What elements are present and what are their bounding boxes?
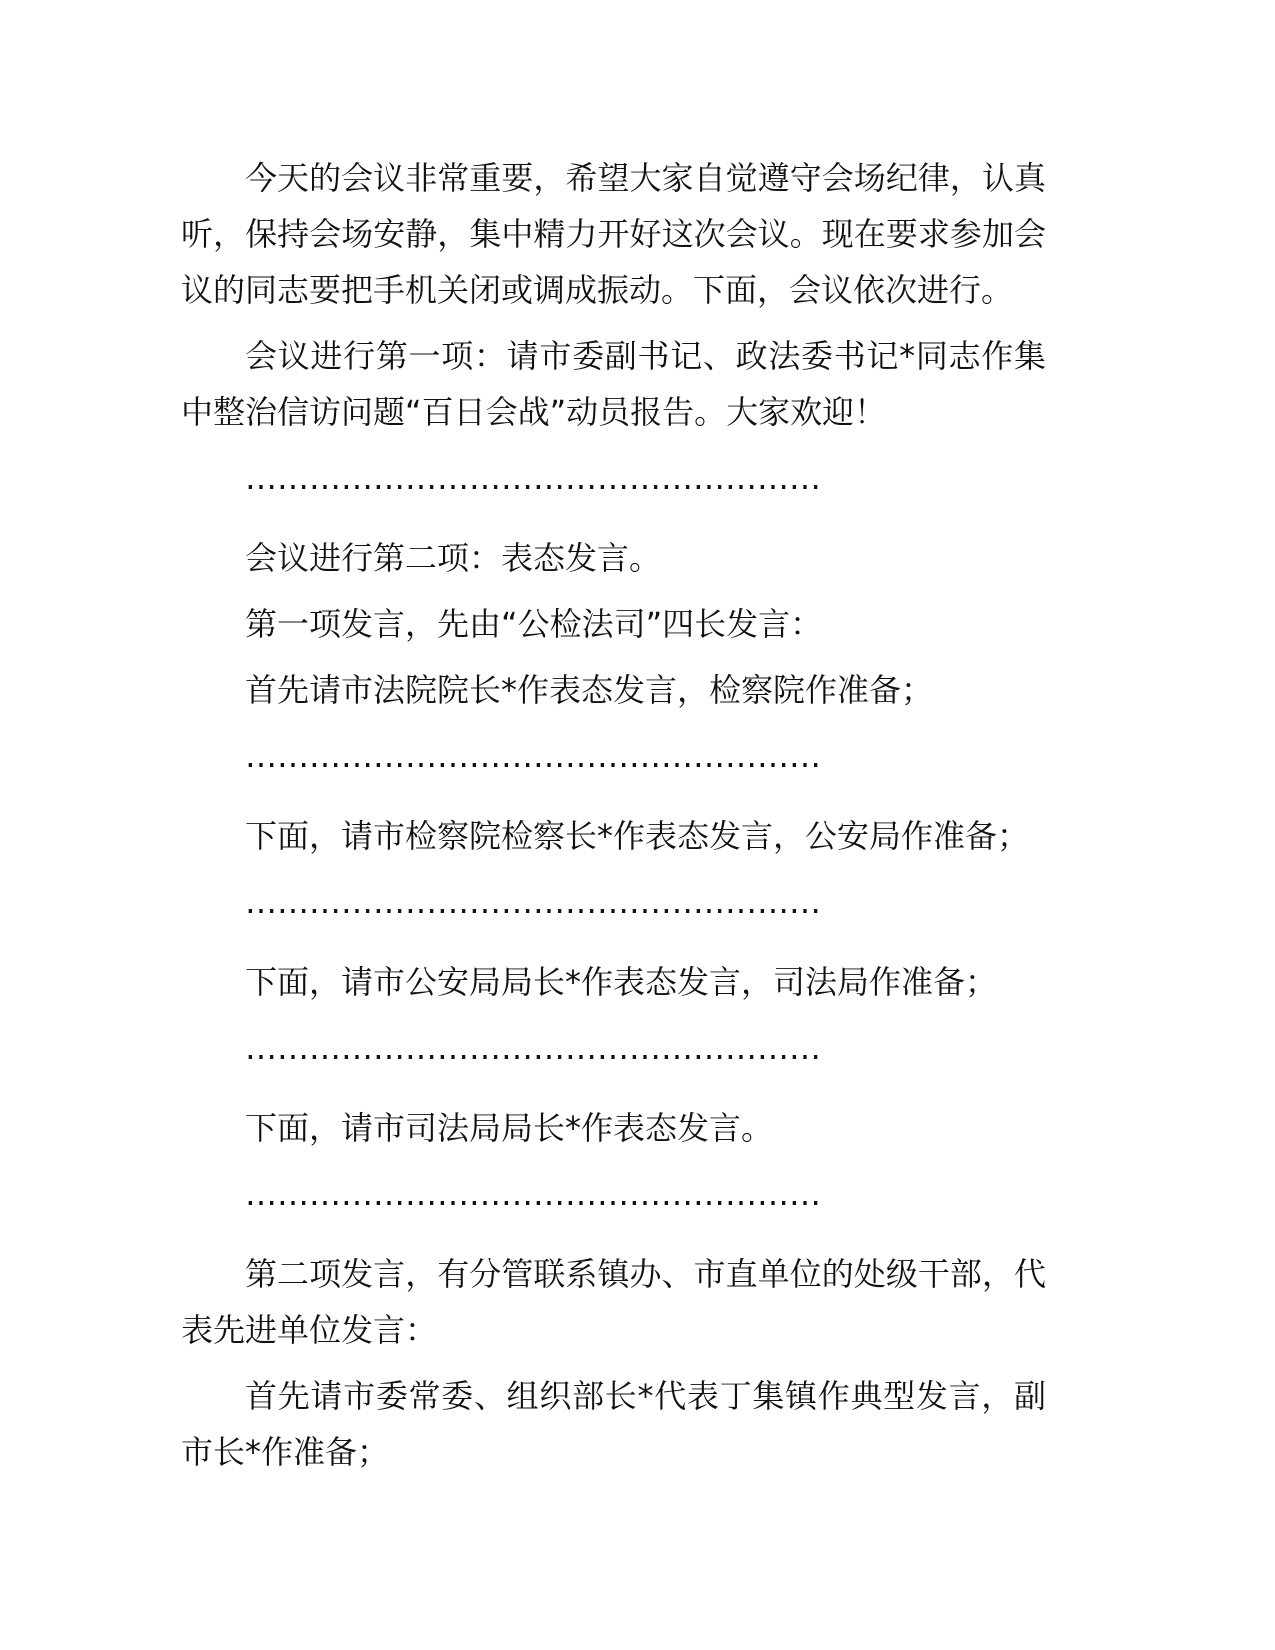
paragraph-first-speeches: 第一项发言，先由“公检法司”四长发言： [245,605,823,643]
document-body [181,150,1046,1490]
ellipsis-separator: ……………………………………………… [245,737,821,775]
paragraph-item-two: 会议进行第二项：表态发言。 [245,539,662,577]
ellipsis-separator: ……………………………………………… [245,459,821,497]
paragraph-justice-speech: 下面，请市司法局局长*作表态发言。 [245,1109,774,1147]
ellipsis-separator: ……………………………………………… [245,1029,821,1067]
paragraph-organization-speech: 首先请市委常委、组织部长*代表丁集镇作典型发言，副市长*作准备； [181,1377,1046,1471]
paragraph-public-security-speech: 下面，请市公安局局长*作表态发言，司法局作准备； [245,963,998,1001]
paragraph-procuratorate-speech: 下面，请市检察院检察长*作表态发言，公安局作准备； [245,817,1030,855]
paragraph-item-one: 会议进行第一项：请市委副书记、政法委书记*同志作集中整治信访问题“百日会战”动员报告。大家欢迎！ [181,337,1046,431]
paragraph-second-speeches: 第二项发言，有分管联系镇办、市直单位的处级干部，代表先进单位发言： [181,1255,1046,1349]
ellipsis-separator: ……………………………………………… [245,883,821,921]
ellipsis-separator: ……………………………………………… [245,1175,821,1213]
paragraph-meeting-discipline: 今天的会议非常重要，希望大家自觉遵守会场纪律，认真听，保持会场安静，集中精力开好这次会议。现在要求参加会议的同志要把手机关闭或调成振动。下面，会议依次进行。 [181,159,1046,309]
paragraph-court-speech: 首先请市法院院长*作表态发言，检察院作准备； [245,671,934,709]
